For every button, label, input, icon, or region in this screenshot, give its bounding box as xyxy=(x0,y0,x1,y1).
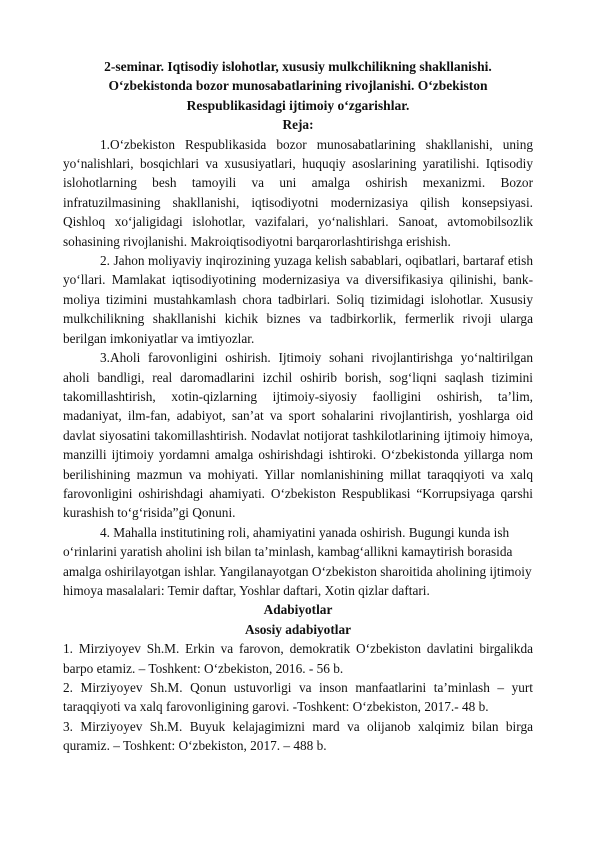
plan-paragraph-3: 3.Aholi farovonligini oshirish. Ijtimoiy sohani rivojlantirishga yo‘naltirilgan aholi bandligi, real daromadlarini izchil oshirib borish, sog‘liqni saqlash tizimini takomillashtirish, xotin-qizlarning ijtimoiy-siyosiy faolligini oshirish, ta’lim, madaniyat, ilm-fan, adabiyot, san’at va sport sohalarini rivojlantirish, yoshlarga oid davlat siyosatini takomillashtirish. Nodavlat notijorat tashkilotlarining ijtimoiy himoya, manzilli ijtimoiy yordamni amalga oshirishdagi ishtiroki. O‘zbekistonda yillarga nom berilishining mazmun va mohiyati. Yillar nomlanishining millat taraqqiyoti va xalq farovonligini oshirishdagi ahamiyati. O‘zbekiston Respublikasi “Korrupsiyaga qarshi kurashish to‘g‘risida”gi Qonuni. xyxy=(63,350,533,521)
plan-paragraph-4: 4. Mahalla institutining roli, ahamiyatini yanada oshirish. Bugungi kunda ish o‘rinlarini yaratish aholini ish bilan ta’minlash, kambag‘allikni kamaytirish borasida amalga oshirilayotgan ishlar. Yangilanayotgan O‘zbekiston sharoitida aholining ijtimoiy himoya masalalari: Temir daftar, Yoshlar daftari, Xotin qizlar daftari. xyxy=(63,524,532,598)
reference-item-1: 1. Mirziyoyev Sh.M. Erkin va farovon, demokratik O‘zbekiston davlatini birgalikda barpo etamiz. – Toshkent: O‘zbekiston, 2016. - 56 b. xyxy=(63,641,533,676)
plan-heading: Reja: xyxy=(282,117,314,133)
main-literature-heading: Asosiy adabiyotlar xyxy=(244,621,352,637)
title-line-2: O‘zbekistonda bozor munosabatlarining rivojlanishi. O‘zbekiston xyxy=(108,78,488,94)
title-line-1: 2-seminar. Iqtisodiy islohotlar, xususiy mulkchilikning shakllanishi. xyxy=(104,59,492,74)
reference-item-2: 2. Mirziyoyev Sh.M. Qonun ustuvorligi va inson manfaatlarini ta’minlash – yurt taraqqiyoti va xalq farovonligining garovi. -Toshkent: O‘zbekiston, 2017.- 48 b. xyxy=(63,680,533,715)
plan-paragraph-1: 1.O‘zbekiston Respublikasida bozor munosabatlarining shakllanishi, uning yo‘nalishlari, bosqichlari va xususiyatlari, huquqiy asoslarining yaratilishi. Iqtisodiy islohotlarning besh tamoyili va uni amalga oshirish mexanizmi. Bozor infratuzilmasining shakllanishi, iqtisodiyotni modernizasiya qilish konsepsiyasi. Qishloq xo‘jaligidagi islohotlar, vazifalari, yo‘nalishlari. Sanoat, avtomobilsozlik sohasining rivojlanishi. Makroiqtisodiyotni barqarorlashtirishga erishish. xyxy=(63,136,533,249)
document-title xyxy=(63,57,533,115)
plan-paragraph-2: 2. Jahon moliyaviy inqirozining yuzaga kelish sabablari, oqibatlari, bartaraf etish yo‘llari. Mamlakat iqtisodiyotining modernizasiya va diversifikasiya qilinishi, bank-moliya tizimini mustahkamlash chora tadbirlari. Soliq tizimidagi islohotlar. Xususiy mulkchilikning shakllanishi kichik biznes va tadbirkorlik, fermerlik rivoji ularga berilgan imkoniyatlar va imtiyozlar. xyxy=(63,253,533,346)
document-page xyxy=(63,57,533,756)
reference-item-3: 3. Mirziyoyev Sh.M. Buyuk kelajagimizni mard va olijanob xalqimiz bilan birga quramiz. – Toshkent: O‘zbekiston, 2017. – 488 b. xyxy=(63,718,533,754)
title-line-3: Respublikasidagi ijtimoiy o‘zgarishlar. xyxy=(186,97,410,113)
literature-heading: Adabiyotlar xyxy=(263,602,333,618)
